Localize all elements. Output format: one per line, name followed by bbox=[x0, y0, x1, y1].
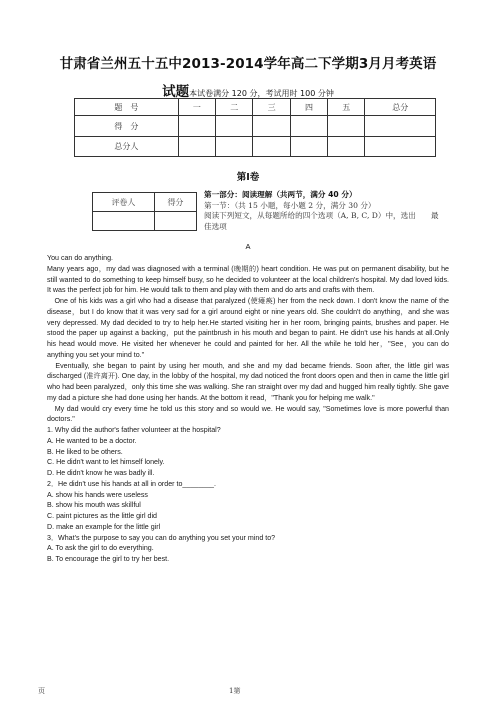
score-cell bbox=[365, 116, 436, 137]
score-table-header-row bbox=[75, 99, 436, 116]
grader-cell bbox=[93, 212, 155, 231]
score-cell bbox=[216, 116, 253, 137]
score-header-cell: 三 bbox=[253, 99, 290, 116]
score-cell bbox=[216, 137, 253, 157]
scorer-row bbox=[75, 137, 436, 157]
score-cell bbox=[178, 137, 215, 157]
question-stem: 1. Why did the author's father volunteer at the hospital? bbox=[47, 426, 221, 434]
score-cell bbox=[290, 137, 327, 157]
score-header-cell: 四 bbox=[290, 99, 327, 116]
score-cell bbox=[253, 137, 290, 157]
grader-table bbox=[92, 192, 197, 231]
answer-option: C. paint pictures as the little girl did bbox=[47, 512, 158, 520]
score-header-cell: 二 bbox=[216, 99, 253, 116]
answer-option: B. show his mouth was skillful bbox=[47, 501, 141, 510]
part-instructions bbox=[204, 190, 444, 232]
score-row bbox=[75, 116, 436, 137]
question-stem: 3．What's the purpose to say you can do anything you set your mind to? bbox=[47, 533, 276, 542]
score-header-cell: 题 号 bbox=[75, 99, 179, 116]
grader-label: 评卷人 bbox=[93, 193, 155, 212]
answer-option: D. He didn't know he was badly ill. bbox=[47, 469, 155, 477]
score-table bbox=[74, 98, 436, 157]
score-cell bbox=[290, 116, 327, 137]
score-header-cell: 总分 bbox=[365, 99, 436, 116]
scorer-row-label: 总分人 bbox=[75, 137, 179, 157]
passage-title: You can do anything. bbox=[47, 254, 114, 262]
title-line-2-main: 试题 bbox=[162, 84, 190, 100]
question-stem: 2．He didn't use his hands at all in order to________. bbox=[47, 479, 216, 488]
grader-cell bbox=[154, 212, 196, 231]
title-line-1: 甘肃省兰州五十五中2013-2014学年高二下学期3月月考英语 bbox=[59, 56, 437, 72]
passage-paragraph: Eventually, she began to paint by using her mouth, and she and my dad became friends. Soon after, the little girl was discharged (准许离开). One day, in the lobby of the hospital, my dad noticed the front doors open and then in came the little girl who had been paralyzed，only this time she was walking. She ran straight over my dad and hugged him really tightly. She gave my dad a picture she had done using her hands. At the bottom it read，"Thank you for helping me walk." bbox=[47, 361, 449, 402]
passage-paragraph: One of his kids was a girl who had a disease that paralyzed (使瘫痪) her from the neck down. I don't know the name of the disease，but I do know that it was very sad for a girl around eight or nine years old. She couldn't do anything，and she was very depressed. My dad decided to try to help her.He started visiting her in her room, bringing paints, brushes and paper. He stood the paper up against a backing，put the paintbrush in his mouth and began to paint. He didn't use his hands at all.Only his head would move. He visited her whenever he could and painted for her. All the while he told her，"See，you can do anything you set your mind to." bbox=[47, 297, 449, 359]
grader-score-label: 得分 bbox=[154, 193, 196, 212]
passage-paragraph: My dad would cry every time he told us this story and so would we. He would say, "Sometimes love is more powerful than doctors." bbox=[47, 404, 449, 424]
answer-option: D. make an example for the little girl bbox=[47, 522, 161, 531]
score-header-cell: 一 bbox=[178, 99, 215, 116]
answer-option: C. He didn't want to let himself lonely. bbox=[47, 458, 165, 467]
passage-label: A bbox=[245, 242, 251, 251]
exam-info: 本试卷满分 120 分，考试用时 100 分钟 bbox=[189, 89, 334, 98]
passage-body bbox=[47, 253, 449, 565]
footer-page-number: 1第 bbox=[229, 687, 241, 695]
section-title: 第Ⅰ卷 bbox=[236, 172, 260, 183]
footer-left: 页 bbox=[38, 687, 45, 695]
score-header-cell: 五 bbox=[328, 99, 365, 116]
score-cell bbox=[253, 116, 290, 137]
score-cell bbox=[178, 116, 215, 137]
score-cell bbox=[365, 137, 436, 157]
answer-option: A. To ask the girl to do everything. bbox=[47, 544, 154, 553]
part1-instruction: 阅读下列短文，从每题所给的四个选项（A, B, C, D）中，选出 最佳选项 bbox=[204, 211, 439, 231]
part1-subheading: 第一节：（共 15 小题，每小题 2 分，满分 30 分） bbox=[204, 200, 376, 210]
answer-option: A. show his hands were useless bbox=[47, 490, 148, 499]
answer-option: B. He liked to be others. bbox=[47, 447, 123, 456]
answer-option: A. He wanted to be a doctor. bbox=[47, 436, 137, 445]
passage-paragraph: Many years ago，my dad was diagnosed with a terminal (晚期的) heart condition. He was put on permanent disability, but he still wanted to do something to keep himself busy, so he decided to volunteer at the local children's hospital. My dad loved kids. It was the perfect job for him. He would talk to them and play with them and do arts and crafts with them. bbox=[47, 264, 449, 295]
answer-option: B. To encourage the girl to try her best. bbox=[47, 555, 170, 563]
score-row-label: 得 分 bbox=[75, 116, 179, 137]
part1-heading: 第一部分：阅读理解（共两节，满分 40 分） bbox=[204, 190, 357, 199]
score-cell bbox=[328, 137, 365, 157]
score-cell bbox=[328, 116, 365, 137]
